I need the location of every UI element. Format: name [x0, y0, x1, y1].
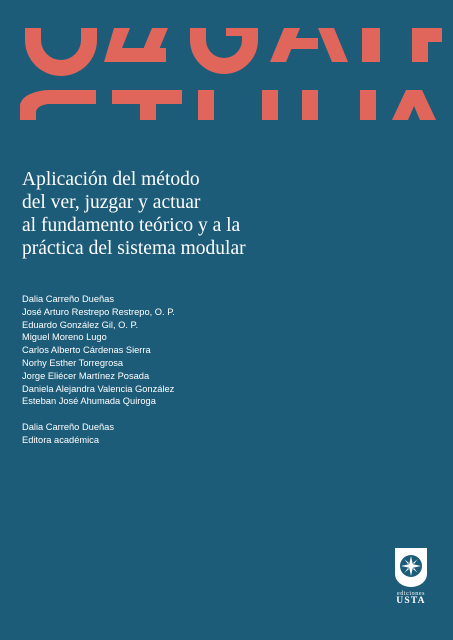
- editor-role: Editora académica: [22, 434, 99, 445]
- decorative-logo-letters: [0, 0, 453, 140]
- author-name: Dalia Carreño Dueñas: [22, 294, 114, 304]
- title-line: al fundamento teórico y a la: [22, 215, 241, 236]
- title-line: del ver, juzgar y actuar: [22, 192, 201, 213]
- editor-name: Dalia Carreño Dueñas: [22, 422, 114, 432]
- author-name: Norhy Esther Torregrosa: [22, 357, 124, 368]
- editor-block: [22, 421, 322, 447]
- book-title: [22, 168, 432, 260]
- title-line: práctica del sistema modular: [22, 238, 246, 259]
- author-name: Miguel Moreno Lugo: [22, 332, 107, 343]
- publisher-emblem-icon: [392, 545, 430, 589]
- author-name: Jorge Eliécer Martínez Posada: [22, 370, 150, 381]
- title-line: Aplicación del método: [22, 169, 200, 190]
- author-name: Daniela Alejandra Valencia González: [22, 383, 175, 394]
- publisher-logo: [386, 545, 436, 617]
- publisher-line2: USTA: [396, 596, 426, 606]
- author-name: Carlos Alberto Cárdenas Sierra: [22, 345, 151, 356]
- publisher-line1: ediciones: [396, 591, 426, 597]
- author-name: José Arturo Restrepo Restrepo, O. P.: [22, 306, 175, 317]
- author-list: [22, 293, 382, 408]
- author-name: Esteban José Ahumada Quiroga: [22, 396, 156, 407]
- author-name: Eduardo González Gil, O. P.: [22, 319, 139, 330]
